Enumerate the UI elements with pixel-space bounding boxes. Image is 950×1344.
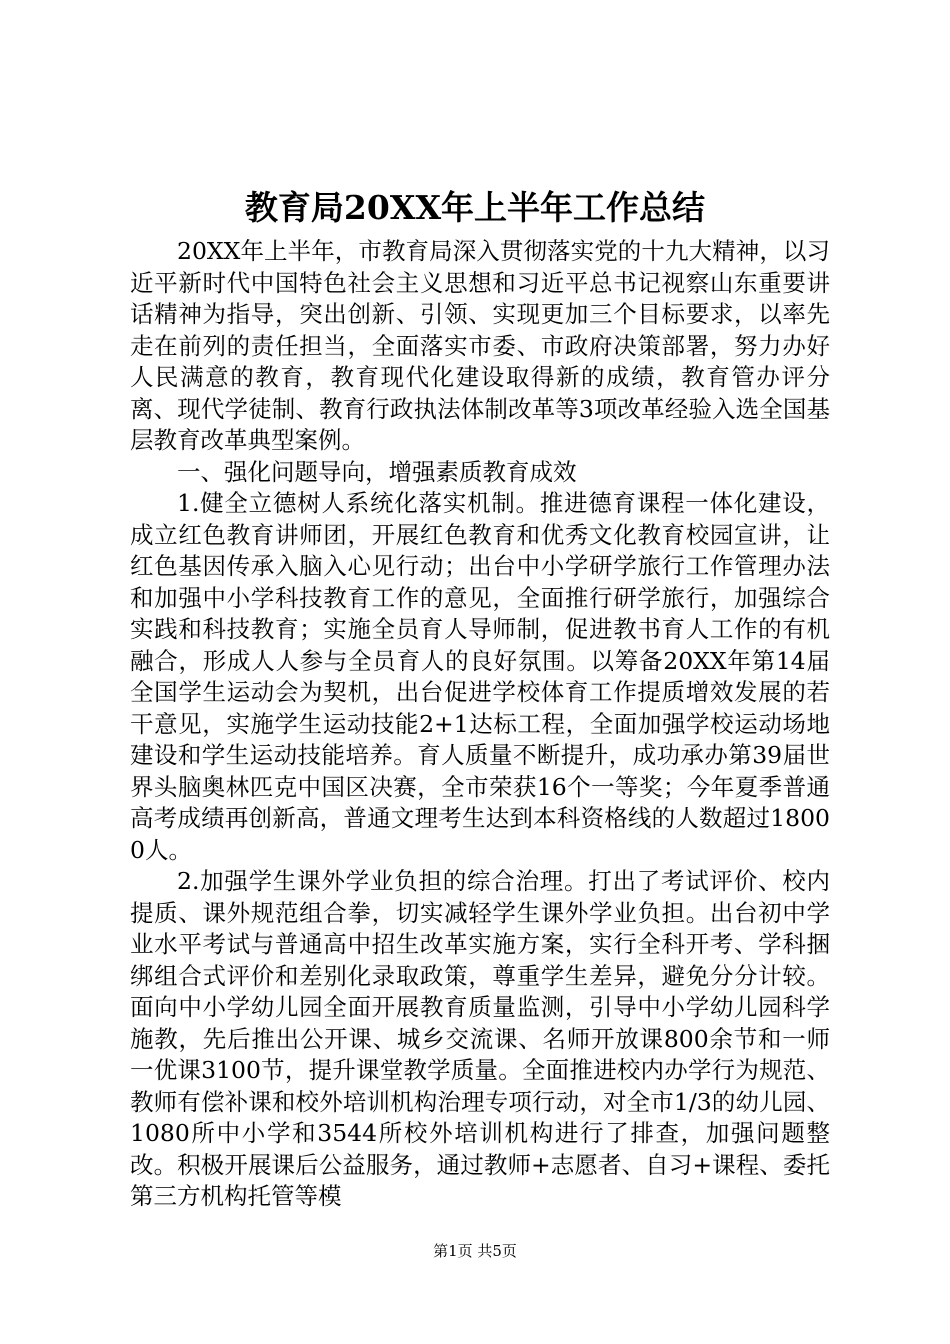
intro-paragraph: 20XX年上半年，市教育局深入贯彻落实党的十九大精神，以习近平新时代中国特色社会主义思想和习近平总书记视察山东重要讲话精神为指导，突出创新、引领、实现更加三个目标要求，以率先走在前列的责任担当，全面落实市委、市政府决策部署，努力办好人民满意的教育，教育现代化建设取得新的成绩，教育管办评分离、现代学徒制、教育行政执法体制改革等3项改革经验入选全国基层教育改革典型案例。	[130, 237, 830, 454]
item-paragraph-1: 1.健全立德树人系统化落实机制。推进德育课程一体化建设，成立红色教育讲师团，开展红色教育和优秀文化教育校园宣讲，让红色基因传承入脑入心见行动；出台中小学研学旅行工作管理办法和加强中小学科技教育工作的意见，全面推行研学旅行，加强综合实践和科技教育；实施全员育人导师制，促进教书育人工作的有机融合，形成人人参与全员育人的良好氛围。以筹备20XX年第14届全国学生运动会为契机，出台促进学校体育工作提质增效发展的若干意见，实施学生运动技能2+1达标工程，全面加强学校运动场地建设和学生运动技能培养。育人质量不断提升，成功承办第39届世界头脑奥林匹克中国区决赛，全市荣获16个一等奖；今年夏季普通高考成绩再创新高，普通文理考生达到本科资格线的人数超过18000人。	[130, 489, 830, 864]
document-body	[130, 236, 830, 1213]
page-number-footer: 第1页 共5页	[433, 1242, 517, 1260]
document-title: 教育局20XX年上半年工作总结	[244, 188, 706, 227]
item-paragraph-2: 2.加强学生课外学业负担的综合治理。打出了考试评价、校内提质、课外规范组合拳，切实减轻学生课外学业负担。出台初中学业水平考试与普通高中招生改革实施方案，实行全科开考、学科捆绑组合式评价和差别化录取政策，尊重学生差异，避免分分计较。面向中小学幼儿园全面开展教育质量监测，引导中小学幼儿园科学施教，先后推出公开课、城乡交流课、名师开放课800余节和一师一优课3100节，提升课堂教学质量。全面推进校内办学行为规范、教师有偿补课和校外培训机构治理专项行动，对全市1/3的幼儿园、1080所中小学和3544所校外培训机构进行了排查，加强问题整改。积极开展课后公益服务，通过教师+志愿者、自习+课程、委托第三方机构托管等模	[130, 867, 830, 1210]
section-heading: 一、强化问题导向，增强素质教育成效	[177, 457, 577, 486]
